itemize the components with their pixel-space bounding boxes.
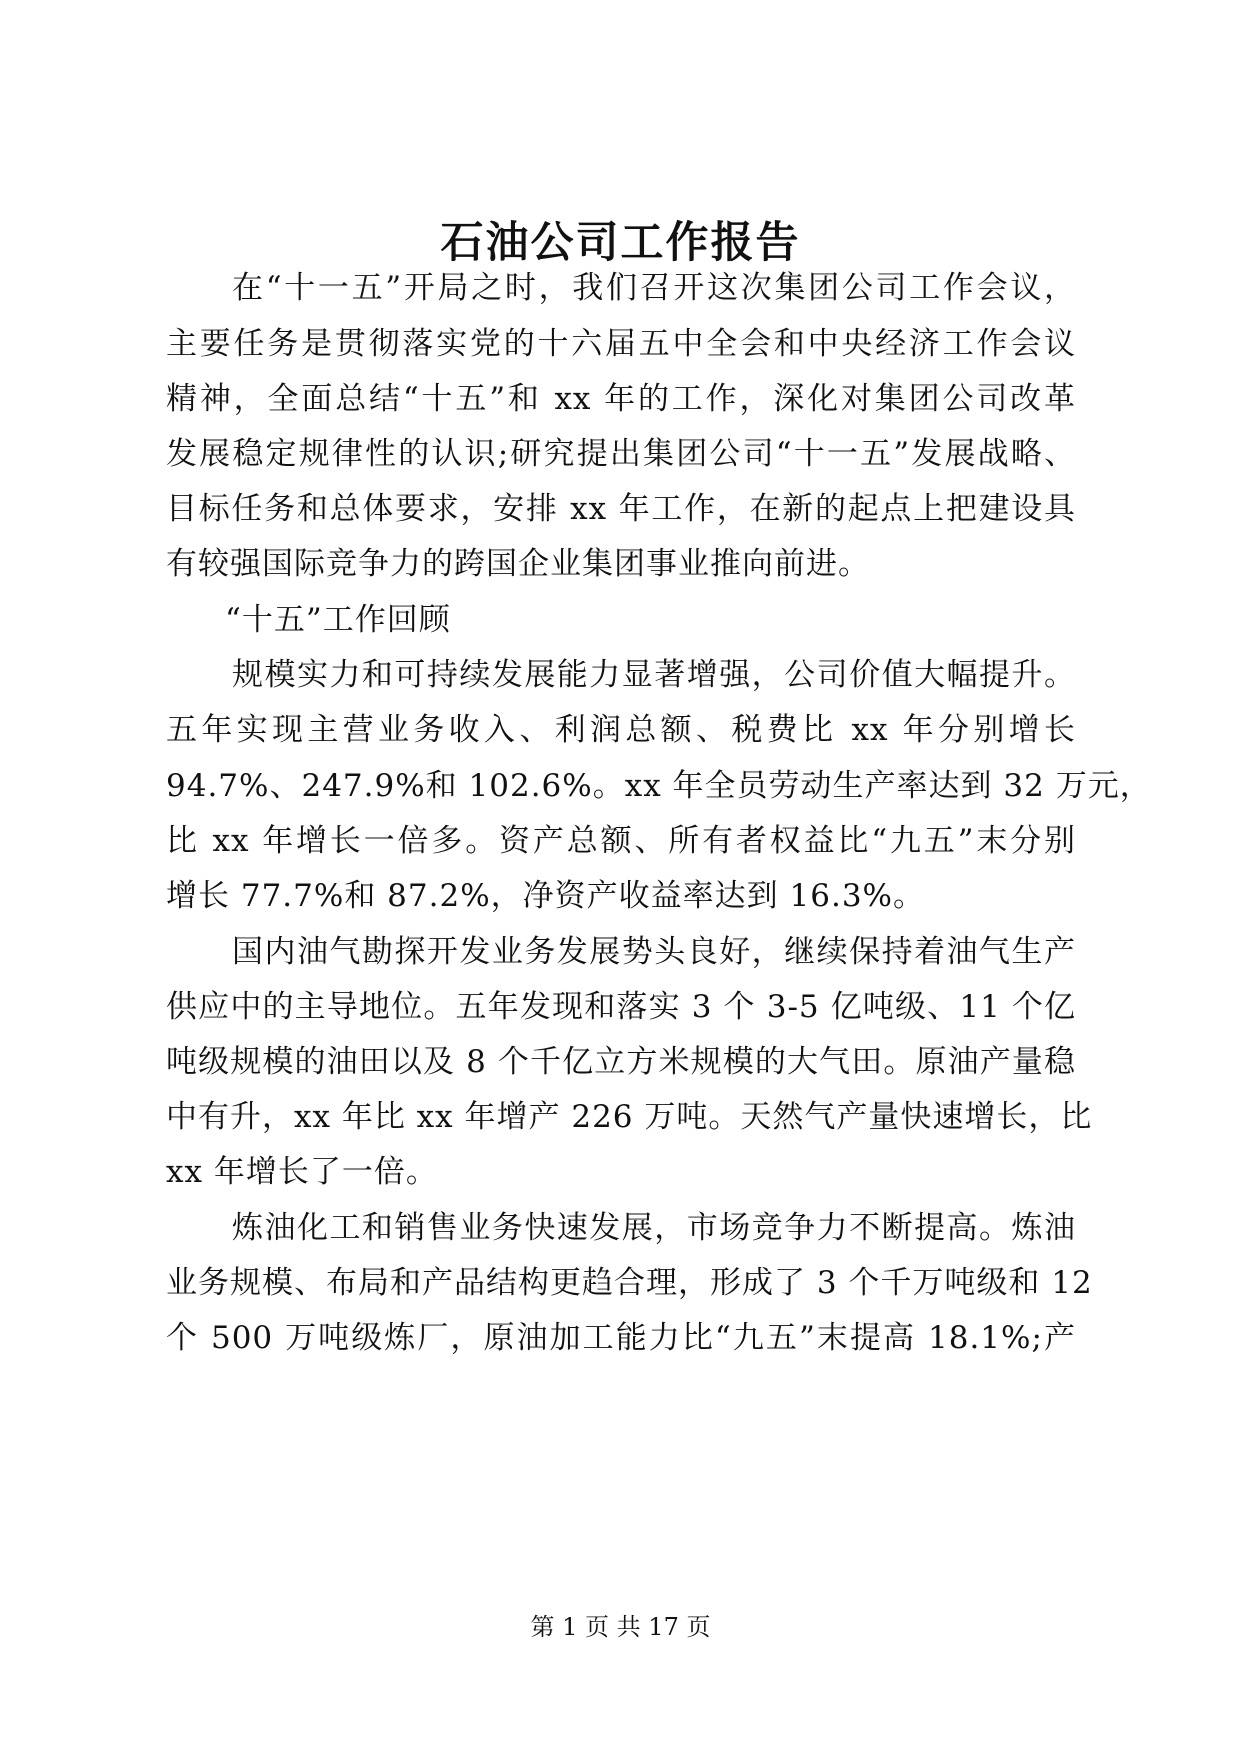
paragraph-line: 炼油化工和销售业务快速发展，市场竞争力不断提高。炼油 [232, 1210, 1076, 1246]
paragraph-line: 比 xx 年增长一倍多。资产总额、所有者权益比“九五”末分别 [166, 823, 1076, 859]
paragraph-line: 吨级规模的油田以及 8 个千亿立方米规模的大气田。原油产量稳 [166, 1044, 1076, 1080]
paragraph-line: 有较强国际竞争力的跨国企业集团事业推向前进。 [166, 546, 870, 582]
paragraph-line: 精神，全面总结“十五”和 xx 年的工作，深化对集团公司改革 [166, 381, 1076, 417]
paragraph-line: xx 年增长了一倍。 [166, 1154, 438, 1190]
paragraph-line: 五年实现主营业务收入、利润总额、税费比 xx 年分别增长 [166, 712, 1076, 748]
paragraph-line: 发展稳定规律性的认识;研究提出集团公司“十一五”发展战略、 [166, 436, 1076, 472]
paragraph-line: 目标任务和总体要求，安排 xx 年工作，在新的起点上把建设具 [166, 491, 1076, 527]
paragraph-line: 业务规模、布局和产品结构更趋合理，形成了 3 个千万吨级和 12 [166, 1265, 1093, 1301]
paragraph-line: 规模实力和可持续发展能力显著增强，公司价值大幅提升。 [232, 657, 1076, 693]
page-footer: 第 1 页 共 17 页 [530, 1613, 711, 1641]
paragraph-line: 中有升，xx 年比 xx 年增产 226 万吨。天然气产量快速增长，比 [166, 1099, 1093, 1135]
paragraph-line: 供应中的主导地位。五年发现和落实 3 个 3-5 亿吨级、11 个亿 [166, 989, 1076, 1025]
paragraph-line: 国内油气勘探开发业务发展势头良好，继续保持着油气生产 [232, 934, 1076, 970]
paragraph-line: 94.7%、247.9%和 102.6%。xx 年全员劳动生产率达到 32 万元， [166, 768, 1152, 804]
paragraph-line: 个 500 万吨级炼厂，原油加工能力比“九五”末提高 18.1%;产 [166, 1320, 1076, 1356]
document-title: 石油公司工作报告 [440, 218, 801, 268]
section-heading: “十五”工作回顾 [225, 602, 451, 638]
paragraph-line: 增长 77.7%和 87.2%，净资产收益率达到 16.3%。 [166, 878, 925, 914]
paragraph-line: 在“十一五”开局之时，我们召开这次集团公司工作会议， [232, 270, 1076, 306]
paragraph-line: 主要任务是贯彻落实党的十六届五中全会和中央经济工作会议 [166, 326, 1076, 362]
